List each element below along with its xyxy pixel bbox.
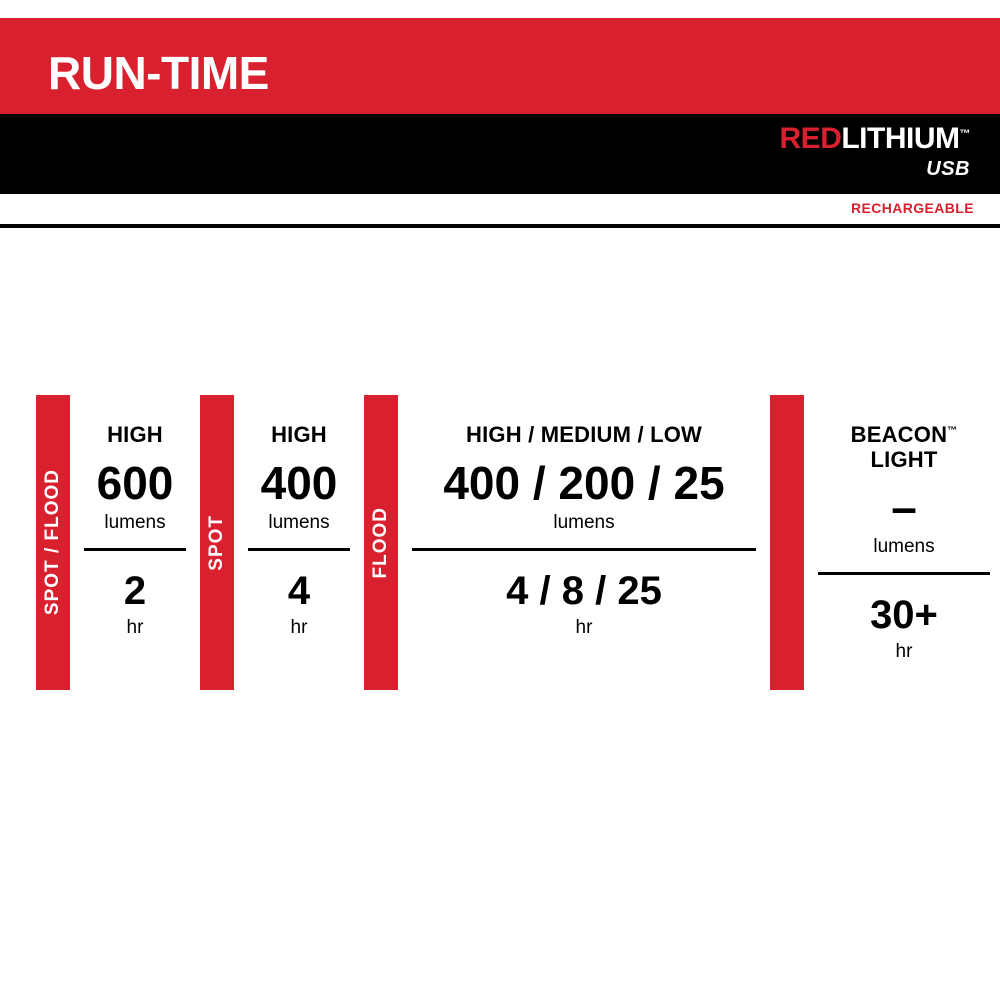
- tab-spot: [200, 395, 234, 690]
- bottom-spacer: [0, 996, 1000, 1000]
- mode-label: HIGH: [107, 422, 163, 447]
- hours-value: 4: [287, 568, 311, 613]
- tab-spot-label: SPOT: [206, 514, 227, 571]
- mode-label-line2: LIGHT: [870, 446, 938, 472]
- trademark-icon: ™: [947, 425, 958, 437]
- lumens-value: –: [891, 481, 917, 534]
- lumens-value: 400 / 200 / 25: [443, 456, 725, 509]
- hours-value: 4 / 8 / 25: [506, 568, 662, 613]
- run-time-chart: [36, 395, 964, 690]
- hours-value: 2: [123, 568, 147, 613]
- column-spot: [234, 395, 364, 690]
- header-red-banner: [0, 18, 1000, 114]
- divider: [412, 548, 756, 551]
- brand-logo-sub: USB: [926, 158, 970, 180]
- column-beacon: [804, 395, 1000, 690]
- brand-logo-white-word: LITHIUM: [841, 122, 960, 155]
- rechargeable-label: RECHARGEABLE: [850, 200, 974, 216]
- divider: [248, 548, 350, 551]
- lumens-unit: lumens: [873, 536, 935, 558]
- lumens-unit: lumens: [268, 511, 330, 533]
- divider: [84, 548, 186, 551]
- divider: [818, 572, 990, 575]
- mode-label: [851, 423, 958, 472]
- lumens-unit: lumens: [553, 511, 615, 533]
- hours-unit: hr: [290, 616, 308, 638]
- tab-spot-flood-label: SPOT / FLOOD: [42, 469, 63, 616]
- mode-label: HIGH / MEDIUM / LOW: [465, 422, 702, 447]
- hours-unit: hr: [895, 641, 913, 663]
- tab-spot-flood: [36, 395, 70, 690]
- lumens-value: 400: [260, 456, 338, 509]
- brand-logo-red-word: RED: [779, 122, 842, 155]
- brand-logo-primary: [780, 124, 970, 154]
- tab-flood-label: FLOOD: [370, 506, 391, 579]
- column-spot-flood: [70, 395, 200, 690]
- trademark-icon: ™: [959, 128, 970, 140]
- tab-flood: [364, 395, 398, 690]
- hours-value: 30+: [870, 593, 938, 638]
- mode-label: HIGH: [271, 422, 327, 447]
- mode-label-line1: BEACON: [850, 422, 948, 447]
- lumens-unit: lumens: [104, 511, 166, 533]
- hours-unit: hr: [126, 616, 144, 638]
- brand-logo: [780, 124, 970, 179]
- column-flood: [398, 395, 770, 690]
- tab-beacon: [770, 395, 804, 690]
- hours-unit: hr: [575, 616, 593, 638]
- page-title: RUN-TIME: [48, 47, 269, 99]
- lumens-value: 600: [96, 456, 174, 509]
